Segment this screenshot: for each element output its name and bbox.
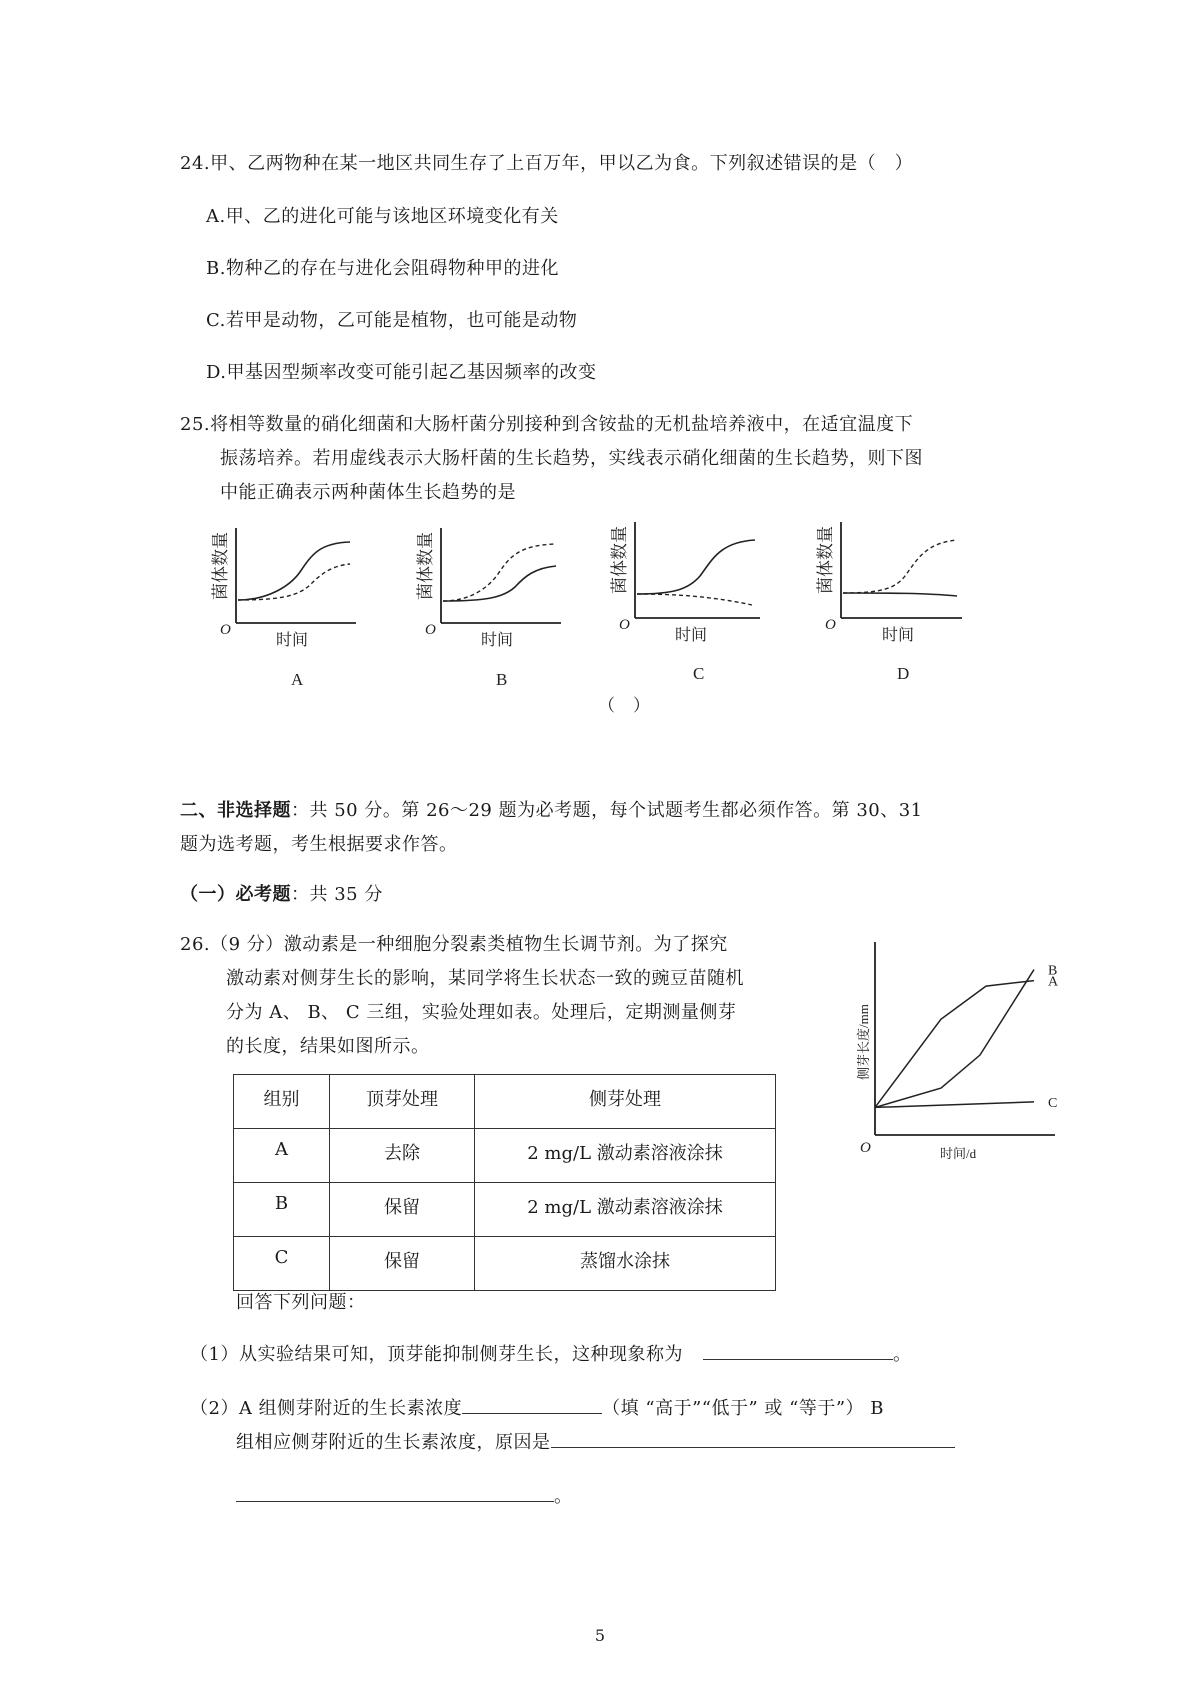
page-number: 5 [594, 1626, 606, 1645]
table-cell: 2 mg/L 激动素溶液涂抹 [475, 1183, 776, 1237]
q26-chart [830, 930, 1090, 1170]
q26-sub2-blank-3[interactable] [236, 1483, 554, 1502]
q25-chart-b-xlabel: 时间 [481, 632, 514, 649]
table-cell: A [234, 1129, 330, 1183]
table-header-row [234, 1075, 776, 1129]
q25-chart-a-xlabel: 时间 [276, 632, 309, 649]
q26-series-label-a: A [1048, 974, 1059, 990]
table-cell: 保留 [330, 1183, 475, 1237]
table-row [234, 1129, 776, 1183]
q26-table [233, 1074, 776, 1291]
q25-chart-c-dashed-curve [637, 594, 752, 605]
q25-chart-d-ylabel: 菌体数量 [816, 526, 835, 594]
section2-heading-rest: ：共 50 分。第 26～29 题为必考题，每个试题考生都必须作答。第 30、31 [291, 800, 923, 821]
table-header-cell: 组别 [234, 1075, 330, 1129]
q26-sub2 [190, 1394, 884, 1420]
q25-chart-c [610, 522, 760, 683]
q26-answer-prompt: 回答下列问题： [236, 1292, 366, 1313]
table-row [234, 1237, 776, 1291]
q26-stem-line3: 分为 A、 B、 C 三组，实验处理如表。处理后，定期测量侧芽 [226, 1002, 737, 1023]
table-cell: 2 mg/L 激动素溶液涂抹 [475, 1129, 776, 1183]
q26-sub2-line2 [236, 1428, 955, 1454]
q26-sub2-blank-2[interactable] [551, 1429, 955, 1448]
table-cell: 去除 [330, 1129, 475, 1183]
table-cell: 蒸馏水涂抹 [475, 1237, 776, 1291]
q25-chart-b-ylabel: 菌体数量 [416, 532, 435, 600]
table-cell: B [234, 1183, 330, 1237]
q25-charts [0, 510, 1200, 710]
q26-chart-series [875, 964, 1059, 1111]
q24-option-c: C.若甲是动物，乙可能是植物，也可能是动物 [206, 310, 578, 331]
q25-chart-a-solid-curve [238, 542, 350, 600]
q26-stem-line1: 26.（9 分）激动素是一种细胞分裂素类植物生长调节剂。为了探究 [180, 934, 728, 955]
q26-sub2-line3 [236, 1482, 573, 1508]
q25-answer-bracket: （ ） [598, 696, 651, 716]
table-cell: C [234, 1237, 330, 1291]
q26-series-line-a [875, 981, 1034, 1108]
table-header-cell: 顶芽处理 [330, 1075, 475, 1129]
q25-chart-c-label: C [693, 664, 705, 683]
section2-subheading [180, 880, 383, 906]
q25-stem-line2: 振荡培养。若用虚线表示大肠杆菌的生长趋势，实线表示硝化细菌的生长趋势，则下图 [220, 448, 923, 469]
q25-chart-b-dashed-curve [443, 544, 556, 601]
q26-sub1-period: 。 [892, 1344, 912, 1365]
q25-chart-c-ylabel: 菌体数量 [610, 526, 629, 594]
q25-chart-d-solid-curve [843, 593, 957, 596]
table-row [234, 1183, 776, 1237]
q24-option-a: A.甲、乙的进化可能与该地区环境变化有关 [206, 206, 559, 227]
q26-stem-line4: 的长度，结果如图所示。 [226, 1036, 430, 1057]
q25-chart-a-label: A [291, 670, 304, 689]
q25-chart-b [416, 528, 561, 689]
q25-chart-d-xlabel: 时间 [882, 627, 915, 644]
section2-heading-line2: 题为选考题，考生根据要求作答。 [180, 834, 458, 855]
q25-chart-d-origin: O [825, 617, 836, 633]
q26-sub1-blank[interactable] [703, 1341, 893, 1360]
q25-chart-a-ylabel: 菌体数量 [211, 532, 230, 600]
q25-stem-line3: 中能正确表示两种菌体生长趋势的是 [220, 482, 516, 503]
q25-chart-c-xlabel: 时间 [675, 627, 708, 644]
q25-chart-c-solid-curve [637, 540, 755, 594]
table-cell: 保留 [330, 1237, 475, 1291]
section2-subheading-rest: ：共 35 分 [291, 884, 383, 905]
q25-chart-c-origin: O [619, 617, 630, 633]
q26-series-line-c [875, 1102, 1034, 1108]
q25-chart-d-dashed-curve [843, 540, 957, 593]
q26-stem-line2: 激动素对侧芽生长的影响，某同学将生长状态一致的豌豆苗随机 [226, 968, 744, 989]
q25-stem-line1: 25.将相等数量的硝化细菌和大肠杆菌分别接种到含铵盐的无机盐培养液中，在适宜温度下 [180, 414, 914, 435]
q25-chart-a [211, 528, 356, 689]
q26-chart-xlabel: 时间/d [940, 1146, 977, 1161]
q26-series-label-b: B [1048, 963, 1058, 979]
section2-subheading-bold: （一）必考题 [180, 884, 291, 905]
q26-chart-origin: O [860, 1140, 871, 1156]
q26-sub2-line2-text: 组相应侧芽附近的生长素浓度，原因是 [236, 1432, 551, 1453]
q25-chart-d [816, 522, 962, 683]
table-header-cell: 侧芽处理 [475, 1075, 776, 1129]
q25-chart-b-label: B [496, 670, 508, 689]
q26-sub1 [190, 1340, 911, 1366]
q24-option-b: B.物种乙的存在与进化会阻碍物种甲的进化 [206, 258, 559, 279]
q26-sub2-line3-period: 。 [554, 1486, 573, 1507]
q25-chart-a-dashed-curve [238, 564, 350, 600]
q26-series-line-b [875, 970, 1034, 1108]
q24-stem: 24.甲、乙两物种在某一地区共同生存了上百万年，甲以乙为食。下列叙述错误的是（ ） [180, 153, 914, 174]
section2-heading [180, 796, 923, 822]
q25-chart-a-origin: O [220, 622, 231, 638]
q26-chart-ylabel: 侧芽长度/mm [856, 1004, 871, 1080]
q24-option-d: D.甲基因型频率改变可能引起乙基因频率的改变 [206, 362, 597, 383]
q25-chart-d-label: D [897, 664, 910, 683]
q26-series-label-c: C [1048, 1095, 1058, 1111]
q26-sub2-blank-1[interactable] [462, 1395, 602, 1414]
q26-sub2-text-b: （填 “高于”“低于” 或 “等于”） B [602, 1398, 884, 1419]
q25-chart-b-origin: O [425, 622, 436, 638]
q26-sub1-text: （1）从实验结果可知，顶芽能抑制侧芽生长，这种现象称为 [190, 1344, 683, 1365]
section2-heading-bold: 二、非选择题 [180, 800, 291, 821]
q26-sub2-text-a: （2）A 组侧芽附近的生长素浓度 [190, 1398, 463, 1419]
